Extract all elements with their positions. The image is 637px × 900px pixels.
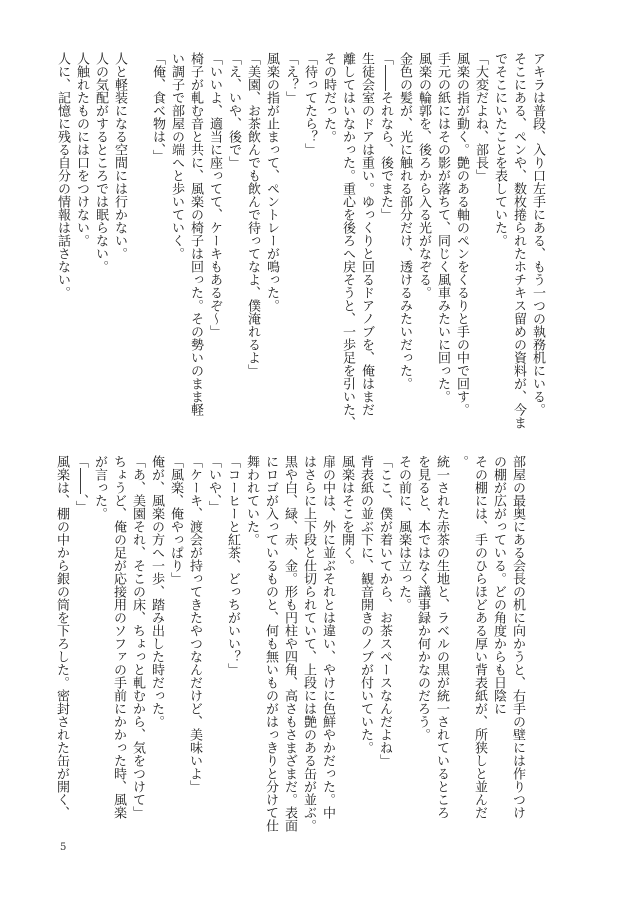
text-line: 「――それなら、後でまた」 xyxy=(378,52,393,221)
text-line: にロゴが入っているものと、何も無いものがはっきりと分けて仕 xyxy=(263,455,278,832)
text-line: 風楽の指が動く。艶のある軸のペンをくるりと手の中で回す。 xyxy=(454,52,469,416)
text-line: 「ケーキ、渡会が持ってきたやつなんだけど、美味いよ」 xyxy=(187,455,202,793)
text-line: 離してはいなかった。重心を後ろへ戻そうと、一歩足を引いた、 xyxy=(340,52,355,429)
text-line: の棚が広がっている。どの角度からも日陰に xyxy=(491,455,506,715)
text-line: 部屋の最奥にある会長の机に向かうと、右手の壁には作りつけ xyxy=(510,455,525,819)
text-line: 背表紙の並ぶ下に、観音開きのノブが付いていた。 xyxy=(358,455,373,754)
text-line: 人に、記憶に残る自分の情報は話さない。 xyxy=(55,52,70,299)
text-line: を見ると、本ではなく議事録か何かなのだろう。 xyxy=(415,455,430,741)
page-number: 5 xyxy=(60,842,67,853)
text-line: 「あ、美園それ、そこの床、ちょっと軋むから、気をつけて」 xyxy=(130,455,145,819)
text-line: その時だった。 xyxy=(321,52,336,143)
text-line: ちょうど、俺の足が応接用のソファの手前にかかった時、風楽 xyxy=(111,455,126,819)
text-line: 「待ってたら？」 xyxy=(302,52,317,156)
text-line: 「え、いや、後で」 xyxy=(226,52,241,169)
text-line: が言った。 xyxy=(92,455,107,520)
text-line: 人の気配がするところでは眠らない。 xyxy=(93,52,108,273)
text-line: 金色の髪が、光に触れる部分だけ、透けるみたいだった。 xyxy=(397,52,412,390)
text-line: そこにある、ペンや、数枚捲られたホチキス留めの資料が、今ま xyxy=(511,52,526,429)
text-line: 扉の中は、外に並ぶそれとは違い、やけに色鮮やかだった。中 xyxy=(320,455,335,819)
text-line: アキラは普段、入り口左手にある、もう一つの執務机にいる。 xyxy=(530,52,545,416)
text-line: 。 xyxy=(453,455,468,468)
text-line: 「美園、お茶飲んでも飲んで待ってなよ、僕淹れるよ」 xyxy=(245,52,260,377)
text-line: 「え？」 xyxy=(283,52,298,104)
text-line: 風楽の指が止まって、ペントレーが鳴った。 xyxy=(264,52,279,312)
text-line: 「いや、」 xyxy=(206,455,221,514)
lower-text-block xyxy=(54,455,527,832)
text-line: 人と軽装になる空間には行かない。 xyxy=(112,52,127,260)
text-line: 統一された赤茶の生地と、ラベルの黒が統一されているところ xyxy=(434,455,449,819)
text-line: 風楽はそこを開く。 xyxy=(339,455,354,572)
text-line: 俺が、風楽の方へ一歩、踏み出した時だった。 xyxy=(149,455,164,728)
text-line: い調子で部屋の端へと歩いていく。 xyxy=(169,52,184,260)
text-line: 手元の紙にはその影が落ちて、同じく風車みたいに回った。 xyxy=(435,52,450,403)
text-line: 「俺、食べ物は、」 xyxy=(150,52,165,163)
text-line: 「いいよ、適当に座ってて、ケーキもあるぞ～」 xyxy=(207,52,222,338)
upper-text-block xyxy=(55,52,547,429)
text-line: 「コーヒーと紅茶、どっちがいい？」 xyxy=(225,455,240,676)
paragraph-break xyxy=(129,52,148,424)
text-line: 人触れたものには口をつけない。 xyxy=(74,52,89,247)
text-line: 舞われていた。 xyxy=(244,455,259,546)
text-line: その前に、風楽は立った。 xyxy=(396,455,411,611)
text-line: でそこにいたことを表していた。 xyxy=(492,52,507,247)
text-line: 「風楽、俺やっぱり」 xyxy=(168,455,183,585)
text-line: 「――、」 xyxy=(73,455,88,514)
text-line: 黒や白、緑、赤、金。形も円柱や四角、高さもさまざまだ。表面 xyxy=(282,455,297,832)
text-line: 「ここ、僕が着いてから、お茶スペースなんだよね」 xyxy=(377,455,392,767)
text-line: 「大変だよね、部長」 xyxy=(473,52,488,182)
text-line: その棚には、手のひらほどある厚い背表紙が、所狭しと並んだ xyxy=(472,455,487,819)
text-line: 椅子が軋む音と共に、風楽の椅子は回った。その勢いのまま軽 xyxy=(188,52,203,416)
text-line: はさらに上下段と仕切られていて、上段には艶のある缶が並ぶ。 xyxy=(301,455,316,832)
text-line: 風楽の輪郭を、後ろから入る光がなぞる。 xyxy=(416,52,431,299)
text-line: 生徒会室のドアは重い。ゆっくりと回るドアノブを、俺はまだ xyxy=(359,52,374,416)
text-line: 風楽は、棚の中から銀の筒を下ろした。密封された缶が開く、 xyxy=(54,455,69,819)
